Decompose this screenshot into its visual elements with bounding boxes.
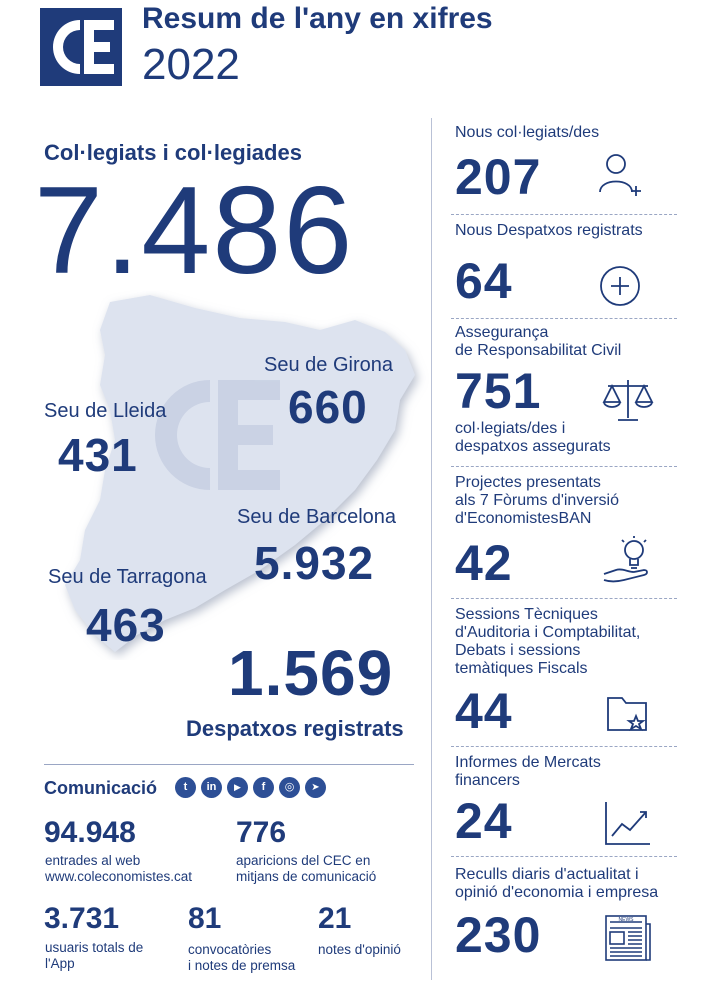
seu-girona-label: Seu de Girona bbox=[264, 354, 393, 376]
stat-reports-label-2: financers bbox=[455, 772, 520, 789]
stat-insurance-sub-2: despatxos assegurats bbox=[455, 438, 611, 455]
linkedin-icon[interactable]: in bbox=[201, 777, 222, 798]
stat-insurance-value: 751 bbox=[455, 363, 542, 419]
stat-web-visits-label-2: www.coleconomistes.cat bbox=[45, 869, 193, 884]
stat-media-value: 776 bbox=[236, 816, 287, 849]
seu-barcelona-label: Seu de Barcelona bbox=[237, 506, 397, 528]
communication-label: Comunicació bbox=[44, 778, 158, 798]
twitter-icon[interactable]: t bbox=[175, 777, 196, 798]
newspaper-icon bbox=[600, 910, 656, 966]
scales-icon bbox=[600, 372, 656, 428]
ce-logo bbox=[40, 8, 122, 86]
row-divider bbox=[451, 598, 677, 599]
telegram-icon[interactable]: ➤ bbox=[305, 777, 326, 798]
stat-media-label-2: mitjans de comunicació bbox=[236, 869, 377, 884]
stat-media-label-1: aparicions del CEC en bbox=[236, 853, 371, 868]
stat-digests-label-1: Reculls diaris d'actualitat i bbox=[455, 866, 639, 883]
stat-reports-value: 24 bbox=[455, 793, 513, 849]
svg-text:NEWS: NEWS bbox=[618, 917, 634, 923]
stat-press-label-1: convocatòries bbox=[188, 942, 272, 957]
youtube-icon[interactable]: ▶ bbox=[227, 777, 248, 798]
seu-barcelona-value: 5.932 bbox=[254, 537, 375, 589]
stat-opinion-label-1: notes d'opinió bbox=[318, 942, 401, 957]
chart-up-icon bbox=[600, 796, 656, 852]
despatxos-label: Despatxos registrats bbox=[186, 716, 404, 741]
stat-insurance-sub-1: col·legiats/des i bbox=[455, 420, 566, 437]
stat-sessions-label-3: Debats i sessions bbox=[455, 642, 581, 659]
stat-app-users-label-2: l'App bbox=[45, 956, 75, 971]
row-divider bbox=[451, 746, 677, 747]
lightbulb-hand-icon bbox=[600, 534, 656, 590]
stat-reports-label-1: Informes de Mercats bbox=[455, 754, 601, 771]
stat-app-users-value: 3.731 bbox=[44, 902, 120, 935]
members-label: Col·legiats i col·legiades bbox=[44, 140, 302, 165]
instagram-icon[interactable]: ◎ bbox=[279, 777, 300, 798]
stat-digests-value: 230 bbox=[455, 907, 542, 963]
stat-app-users-label-1: usuaris totals de bbox=[45, 940, 144, 955]
members-value: 7.486 bbox=[34, 162, 355, 300]
stat-press-label-2: i notes de premsa bbox=[188, 958, 296, 973]
row-divider bbox=[451, 856, 677, 857]
stat-new-members-label: Nous col·legiats/des bbox=[455, 124, 600, 141]
row-divider bbox=[451, 214, 677, 215]
row-divider bbox=[451, 466, 677, 467]
stat-insurance-label-1: Assegurança bbox=[455, 324, 549, 341]
stat-digests-label-2: opinió d'economia i empresa bbox=[455, 884, 659, 901]
stat-projects-value: 42 bbox=[455, 535, 513, 591]
ce-watermark bbox=[140, 370, 290, 500]
stat-web-visits-value: 94.948 bbox=[44, 816, 136, 849]
stat-projects-label-2: als 7 Fòrums d'inversió bbox=[455, 492, 619, 509]
stat-web-visits-label-1: entrades al web bbox=[45, 853, 141, 868]
seu-lleida-value: 431 bbox=[58, 429, 138, 481]
stat-press-value: 81 bbox=[188, 902, 222, 935]
stat-sessions-value: 44 bbox=[455, 683, 513, 739]
stat-sessions-label-2: d'Auditoria i Comptabilitat, bbox=[455, 624, 641, 641]
column-divider bbox=[431, 118, 432, 980]
user-add-icon bbox=[592, 146, 648, 202]
stat-opinion-value: 21 bbox=[318, 902, 352, 935]
stat-new-offices-label: Nous Despatxos registrats bbox=[455, 222, 643, 239]
stat-new-members-value: 207 bbox=[455, 149, 542, 205]
seu-lleida-label: Seu de Lleida bbox=[44, 400, 167, 422]
seu-girona-value: 660 bbox=[288, 381, 368, 433]
folder-star-icon bbox=[600, 686, 656, 742]
page-year: 2022 bbox=[142, 40, 240, 89]
communication-divider bbox=[44, 764, 414, 765]
stat-sessions-label-1: Sessions Tècniques bbox=[455, 606, 598, 623]
seu-tarragona-label: Seu de Tarragona bbox=[48, 566, 207, 588]
stat-new-offices-value: 64 bbox=[455, 253, 513, 309]
facebook-icon[interactable]: f bbox=[253, 777, 274, 798]
row-divider bbox=[451, 318, 677, 319]
plus-circle-icon bbox=[592, 258, 648, 314]
stat-sessions-label-4: temàtiques Fiscals bbox=[455, 660, 588, 677]
page-title: Resum de l'any en xifres bbox=[142, 2, 493, 35]
seu-tarragona-value: 463 bbox=[86, 599, 166, 651]
stat-projects-label-3: d'EconomistesBAN bbox=[455, 510, 592, 527]
despatxos-value: 1.569 bbox=[228, 637, 394, 709]
stat-projects-label-1: Projectes presentats bbox=[455, 474, 601, 491]
stat-insurance-label-2: de Responsabilitat Civil bbox=[455, 342, 622, 359]
